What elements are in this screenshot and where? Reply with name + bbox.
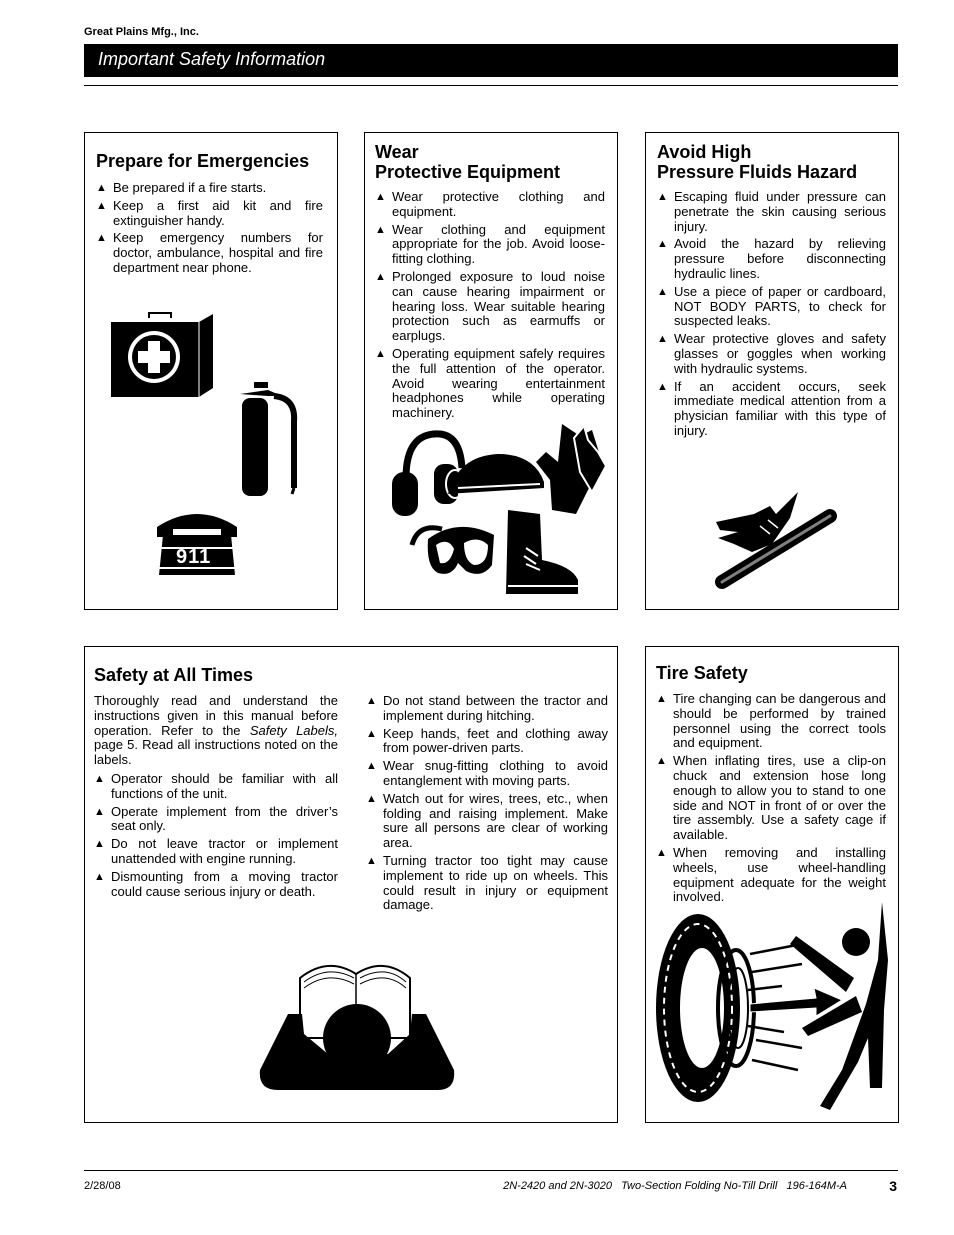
- tire-title: Tire Safety: [656, 663, 748, 683]
- safety-intro: Thoroughly read and understand the instructions given in this manual before operation. Refer to the Safety Labels, page 5. Read all instructions noted on the labels.: [94, 693, 338, 768]
- footer-document-title: 2N-2420 and 2N-3020 Two-Section Folding No-Till Drill 196-164M-A: [503, 1180, 847, 1192]
- list-item: ▲ Operate implement from the driver’s seat only.: [94, 803, 338, 834]
- list-item: ▲ Turning tractor too tight may cause implement to ride up on wheels. This could result in injury or equipment damage.: [366, 852, 608, 913]
- list-item: ▲ Operating equipment safely requires the full attention of the operator. Avoid wearing entertainment headphones while operating machinery.: [375, 345, 605, 421]
- safety-column-left: [94, 694, 338, 902]
- emergency-number: 911: [176, 546, 212, 568]
- list-item: ▲ Be prepared if a fire starts.: [96, 180, 267, 195]
- list-item: ▲ Dismounting from a moving tractor could cause serious injury or death.: [94, 868, 338, 899]
- list-item: ▲ When inflating tires, use a clip-on chuck and extension hose long enough to allow you to stand to one side and NOT in front of or over the tire assembly. Use a safety cage if available.: [656, 753, 886, 843]
- list-item: ▲ Avoid the hazard by relieving pressure before disconnecting hydraulic lines.: [657, 236, 886, 281]
- ppe-list: [375, 190, 605, 421]
- list-item: ▲ Wear protective clothing and equipment.: [375, 189, 605, 219]
- list-item: ▲ Do not leave tractor or implement unattended with engine running.: [94, 836, 338, 866]
- tire-list: [656, 692, 886, 905]
- emergencies-title: Prepare for Emergencies: [96, 151, 310, 171]
- list-item: ▲ Operator should be familiar with all functions of the unit.: [94, 770, 338, 801]
- emergencies-list: [96, 181, 325, 276]
- list-item: ▲ Keep hands, feet and clothing away from power-driven parts.: [366, 725, 608, 756]
- fluids-list: [657, 190, 886, 439]
- first-aid-kit-icon: [109, 312, 215, 398]
- list-item: ▲ Watch out for wires, trees, etc., when folding and raising implement. Make sure all persons are clear of working area.: [366, 790, 608, 851]
- gloves-icon: [532, 422, 608, 518]
- list-item: ▲ Use a piece of paper or cardboard, NOT BODY PARTS, to check for suspected leaks.: [657, 283, 886, 329]
- safety-title: Safety at All Times: [94, 665, 254, 685]
- list-item: ▲ Wear snug-fitting clothing to avoid entanglement with moving parts.: [366, 758, 608, 788]
- list-item: ▲ Wear protective gloves and safety glasses or goggles when working with hydraulic systems.: [657, 331, 886, 376]
- page-number: 3: [889, 1178, 897, 1194]
- company-name: Great Plains Mfg., Inc.: [84, 26, 199, 38]
- list-item: ▲ If an accident occurs, seek immediate medical attention from a physician familiar with this type of injury.: [657, 378, 886, 438]
- safety-goggles-icon: [408, 515, 498, 579]
- list-item: ▲ Keep emergency numbers for doctor, ambulance, hospital and fire department near phone.: [96, 230, 323, 275]
- footer-rule: [84, 1170, 898, 1171]
- list-item: ▲ Do not stand between the tractor and implement during hitching.: [366, 693, 608, 723]
- ppe-title: Wear Protective Equipment: [375, 142, 561, 182]
- tire-explosion-icon: [652, 900, 888, 1110]
- safety-list-left: [94, 772, 338, 899]
- list-item: ▲ Wear clothing and equipment appropriate for the job. Avoid loose-fitting clothing.: [375, 221, 605, 267]
- fluids-title: Avoid High Pressure Fluids Hazard: [657, 142, 858, 182]
- list-item: ▲ When removing and installing wheels, use wheel-handling equipment adequate for the weight involved.: [656, 844, 886, 905]
- list-item: ▲ Escaping fluid under pressure can penetrate the skin causing serious injury.: [657, 189, 886, 234]
- hand-hydraulic-leak-icon: [712, 486, 838, 590]
- safety-boot-icon: [502, 508, 582, 598]
- list-item: ▲ Keep a first aid kit and fire extinguisher handy.: [96, 197, 323, 228]
- list-item: ▲ Tire changing can be dangerous and should be performed by trained personnel using the correct tools and equipment.: [656, 691, 886, 751]
- header-rule: [84, 85, 898, 86]
- safety-list-right: [366, 694, 608, 913]
- footer-date: 2/28/08: [84, 1180, 121, 1192]
- safety-column-right: [366, 694, 608, 916]
- list-item: ▲ Prolonged exposure to loud noise can cause hearing impairment or hearing loss. Wear suitable hearing protection such as earmuffs or earplugs.: [375, 268, 605, 344]
- fire-extinguisher-icon: [234, 380, 300, 498]
- earmuffs-hardhat-icon: [388, 428, 548, 520]
- section-title: Important Safety Information: [98, 49, 326, 69]
- section-title-bar: [84, 44, 898, 77]
- person-reading-manual-icon: [258, 958, 458, 1094]
